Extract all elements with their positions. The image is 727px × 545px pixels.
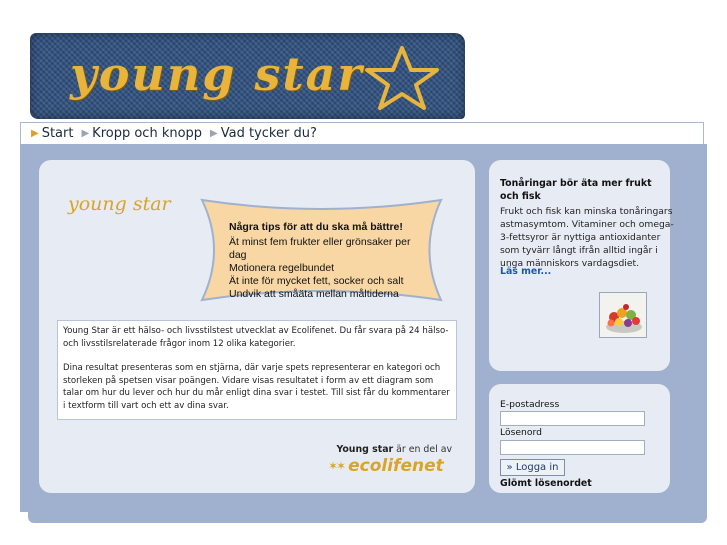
description-paragraph: Dina resultat presenteras som en stjärna, där varje spets representerar en kategori och storleken på spetsen visar poängen. Vidare visas resultatet i form av ett diagram som talar om hur du lever och hur du mår enligt dina svar i testet. Till sist får du kommentarer i textform till vart och ett av dina svar. <box>63 363 450 411</box>
small-logo: young star <box>68 193 171 215</box>
description-box <box>57 320 457 420</box>
triangle-right-icon: ▶ <box>81 128 90 139</box>
description-paragraph: Young Star är ett hälso- och livsstilstest utvecklat av Ecolifenet. Du får svara på 24 hälso- och livsstilsrelaterade frågor inom 12 olika kategorier. <box>63 326 449 349</box>
site-logo-text: young star <box>70 47 364 101</box>
nav-item-vad-tycker-du[interactable] <box>210 126 317 141</box>
stars-icon: ✶✶ <box>328 459 345 473</box>
header-banner <box>30 33 465 119</box>
tips-line: Undvik att småäta mellan måltiderna <box>229 288 399 300</box>
ecolifenet-logo-text: ecolifenet <box>348 456 444 476</box>
nav-item-start[interactable] <box>31 126 73 141</box>
tips-box <box>229 221 429 301</box>
ecolifenet-logo[interactable] <box>328 456 444 476</box>
forgot-password-link[interactable]: Glömt lösenordet <box>500 478 592 489</box>
password-field[interactable] <box>500 440 645 455</box>
news-title: Tonåringar bör äta mer frukt och fisk <box>500 178 652 202</box>
news-body: Frukt och fisk kan minska tonåringars astmasymtom. Vitaminer och omega-3-fettsyror är nyttiga antioxidanter som tyvärr långt ifrån alltid ingår i unga människors vardagsdiet. <box>500 206 674 269</box>
email-field[interactable] <box>500 411 645 426</box>
main-nav <box>20 122 704 144</box>
nav-item-label: Kropp och knopp <box>92 126 203 141</box>
login-button[interactable]: » Logga in <box>500 459 565 476</box>
credit-brand: Young star <box>336 444 394 455</box>
email-label: E-postadress <box>500 399 560 410</box>
nav-item-label: Start <box>41 126 74 141</box>
star-outline-icon <box>362 45 442 111</box>
read-more-link[interactable]: Läs mer... <box>500 266 552 277</box>
fruit-bowl-icon <box>600 293 647 338</box>
tips-line: Ät inte för mycket fett, socker och salt <box>229 275 404 287</box>
fruit-bowl-image[interactable] <box>599 292 647 338</box>
tips-heading: Några tips för att du ska må bättre! <box>229 221 403 233</box>
triangle-right-icon: ▶ <box>210 128 218 139</box>
password-label: Lösenord <box>500 427 542 438</box>
tips-line: Ät minst fem frukter eller grönsaker per dag <box>229 236 411 261</box>
footer-bar <box>28 510 707 523</box>
credit-text <box>300 444 452 455</box>
nav-item-kropp-och-knopp[interactable] <box>81 126 202 141</box>
credit-rest: är en del av <box>393 444 452 455</box>
tips-line: Motionera regelbundet <box>229 262 335 274</box>
triangle-right-icon: ▶ <box>31 128 39 139</box>
nav-item-label: Vad tycker du? <box>220 126 317 141</box>
